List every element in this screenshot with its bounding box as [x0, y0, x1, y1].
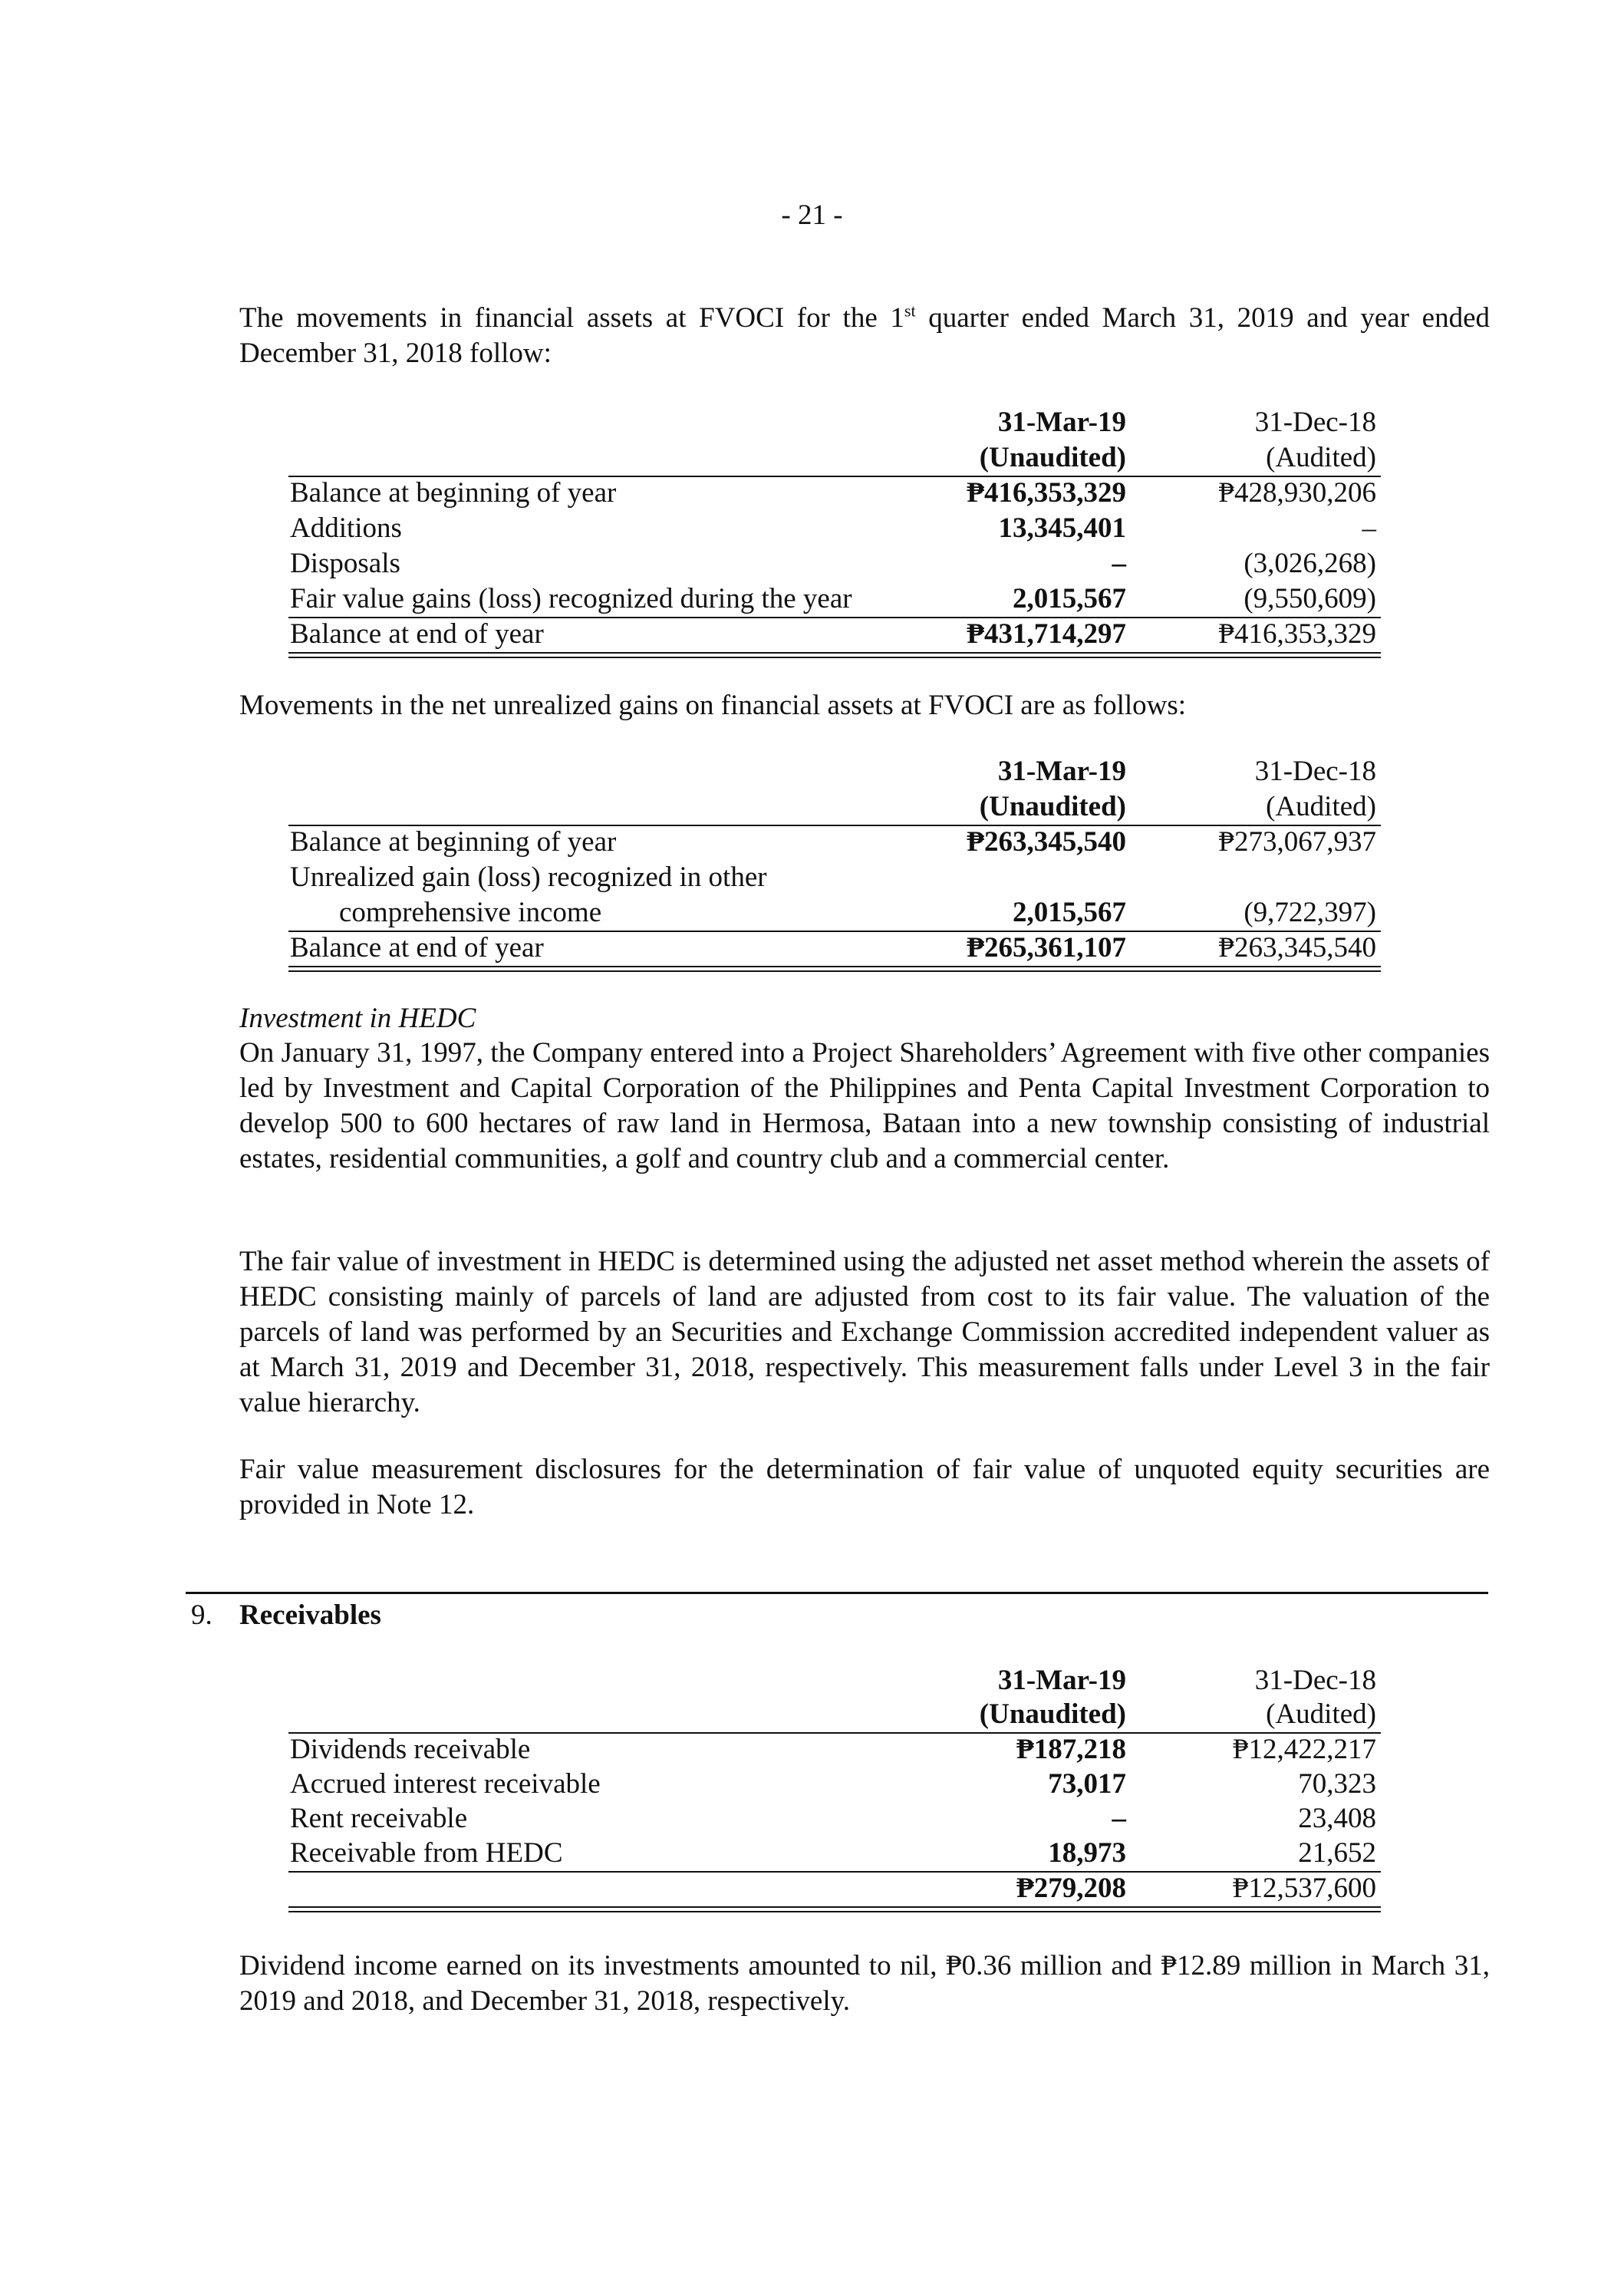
dividend-income-paragraph: Dividend income earned on its investments amounted to nil, ₱0.36 million and ₱12.89 million in March 31, 2019 and 2018, and December 31, 2018, respectively. — [239, 1950, 1490, 2017]
col2-header-status: (Audited) — [1266, 791, 1376, 822]
total-double-rule-top — [288, 966, 1381, 967]
table-header-row — [288, 1697, 1381, 1732]
table-header-row — [288, 789, 1381, 825]
total-double-rule-top — [288, 652, 1381, 654]
table-header-row — [288, 1663, 1381, 1698]
table-row: Balance at beginning of year ₱416,353,329 ₱428,930,206 — [290, 477, 1376, 509]
table-row: Fair value gains (loss) recognized during the year 2,015,567 (9,550,609) — [290, 583, 1376, 614]
page-number: - 21 - — [781, 199, 843, 231]
table-row: Accrued interest receivable 73,017 70,323 — [290, 1768, 1376, 1800]
col2-header-date: 31-Dec-18 — [1254, 407, 1376, 438]
col1-header-status: (Unaudited) — [979, 1698, 1126, 1730]
col1-header-date: 31-Mar-19 — [997, 756, 1126, 787]
intro-paragraph-fvoci: The movements in financial assets at FVOCI for the 1st quarter ended March 31, 2019 and year ended December 31, 2018 follow: — [239, 301, 1490, 369]
table-row: Unrealized gain (loss) recognized in other — [290, 861, 767, 893]
table-row: Balance at beginning of year ₱263,345,540 ₱273,067,937 — [290, 826, 1376, 858]
table-header-row — [288, 440, 1381, 476]
col1-header-date: 31-Mar-19 — [997, 407, 1126, 438]
table-total-row: Balance at end of year ₱265,361,107 ₱263,345,540 — [290, 932, 1376, 964]
col1-header-status: (Unaudited) — [979, 791, 1126, 822]
section-title: Receivables — [239, 1599, 381, 1631]
col1-header-date: 31-Mar-19 — [997, 1665, 1126, 1696]
table-row: Additions 13,345,401 – — [290, 512, 1376, 544]
table-row: Receivable from HEDC 18,973 21,652 — [290, 1837, 1376, 1869]
table-row: Dividends receivable ₱187,218 ₱12,422,217 — [290, 1734, 1376, 1765]
table-header-row — [288, 754, 1381, 789]
total-double-rule-bottom — [288, 657, 1381, 658]
hedc-paragraph-3: Fair value measurement disclosures for the determination of fair value of unquoted equity securities are provided in Note 12. — [239, 1454, 1490, 1520]
hedc-paragraph-2: The fair value of investment in HEDC is determined using the adjusted net asset method wherein the assets of HEDC consisting mainly of parcels of land are adjusted from cost to its fair value. The valuation of the parcels of land was performed by an Securities and Exchange Commission accredited independent valuer as at March 31, 2019 and December 31, 2018, respectively. This measurement falls under Level 3 in the fair value hierarchy. — [239, 1246, 1490, 1418]
table-total-row: ₱279,208 ₱12,537,600 — [1016, 1873, 1376, 1904]
table-row: Rent receivable – 23,408 — [290, 1803, 1376, 1834]
intro-paragraph-unrealized-gains: Movements in the net unrealized gains on financial assets at FVOCI are as follows: — [239, 690, 1187, 721]
table-total-row: Balance at end of year ₱431,714,297 ₱416,353,329 — [290, 618, 1376, 650]
col2-header-date: 31-Dec-18 — [1254, 1665, 1376, 1696]
total-double-rule-top — [288, 1906, 1381, 1908]
total-double-rule-bottom — [288, 970, 1381, 972]
col2-header-status: (Audited) — [1266, 442, 1376, 473]
total-double-rule-bottom — [288, 1911, 1381, 1912]
section-number: 9. — [191, 1599, 212, 1631]
section-divider — [186, 1592, 1488, 1594]
table-row: Disposals – (3,026,268) — [290, 548, 1376, 579]
table-row: comprehensive income 2,015,567 (9,722,397) — [339, 897, 1376, 928]
col2-header-date: 31-Dec-18 — [1254, 756, 1376, 787]
table-header-row — [288, 405, 1381, 440]
col2-header-status: (Audited) — [1266, 1698, 1376, 1730]
hedc-paragraph-1: On January 31, 1997, the Company entered into a Project Shareholders’ Agreement with five other companies led by Investment and Capital Corporation of the Philippines and Penta Capital Investment Corporation to develop 500 to 600 hectares of raw land in Hermosa, Bataan into a new township consisting of industrial estates, residential communities, a golf and country club and a commercial center. — [239, 1037, 1490, 1174]
col1-header-status: (Unaudited) — [979, 442, 1126, 473]
hedc-subheading: Investment in HEDC — [239, 1003, 476, 1034]
